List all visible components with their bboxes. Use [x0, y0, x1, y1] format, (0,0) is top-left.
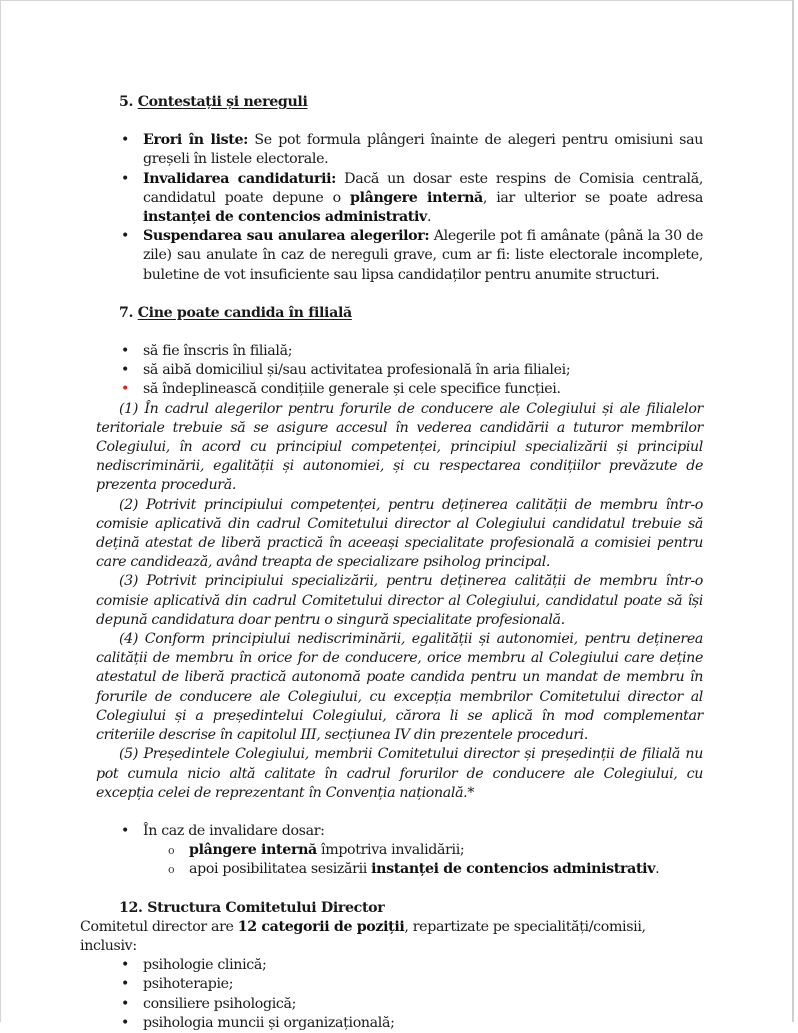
item-text: Alegerile pot fi amânate (până la 30 de zile) sau anulate în caz de nereguli grave, cum ar fi: liste electorale incomplete, buletine de vot insuficiente sau lipsa candidaților pentru anumite structuri. [143, 228, 703, 283]
intro-text: Comitetul director are [80, 918, 238, 935]
sub-list-item [96, 860, 703, 879]
bullet-icon: • [120, 995, 130, 1012]
sub-list-item [96, 841, 703, 860]
intro-text: , repartizate pe specialități/comisii, inclusiv: [80, 918, 646, 954]
document-content [80, 93, 704, 1033]
bullet-icon: • [120, 822, 130, 839]
list-item [96, 342, 703, 361]
list-item [96, 361, 703, 380]
item-label: Suspendarea sau anularea alegerilor: [143, 228, 430, 245]
item-text: psihologie clinică; [143, 957, 267, 974]
list-item [96, 1014, 703, 1033]
item-text: să îndeplinească condițiile generale și cele specifice funcției. [143, 381, 561, 398]
item-text: . [655, 861, 660, 878]
section-5-title: Contestații și nereguli [137, 94, 308, 110]
list-item [96, 822, 703, 841]
list-item [96, 170, 703, 228]
list-item [96, 227, 703, 285]
item-emphasis: plângere internă [189, 842, 317, 859]
item-text: să fie înscris în filială; [143, 343, 293, 360]
section-7-list [96, 342, 703, 400]
paragraph-1: (1) În cadrul alegerilor pentru forurile de conducere ale Colegiului și ale filialelor teritoriale trebuie să se asigure accesul în vederea candidării a tuturor membrilor Colegiului, în acord cu principiul competenței, principiul specializării și principiul nediscriminării, egalității și autonomiei, și cu respectarea condițiilor prevăzute de prezenta procedură. [96, 400, 703, 494]
item-emphasis: plângere internă [350, 189, 483, 206]
item-emphasis: instanței de contencios administrativ [371, 861, 656, 878]
item-text: , iar ulterior se poate adresa [482, 189, 703, 206]
section-5-heading [96, 93, 703, 112]
item-text: să aibă domiciliul și/sau activitatea profesională în aria filialei; [143, 362, 571, 379]
item-text: În caz de invalidare dosar: [143, 822, 325, 839]
intro-emphasis: 12 categorii de poziții [237, 918, 405, 935]
bullet-icon: • [120, 170, 130, 187]
section-7-number: 7. [119, 304, 134, 321]
list-item [96, 380, 703, 399]
item-text: apoi posibilitatea sesizării [189, 861, 372, 878]
circle-bullet-icon: o [168, 844, 175, 858]
item-label: Invalidarea candidaturii: [143, 170, 337, 187]
item-emphasis: instanței de contencios administrativ [143, 209, 427, 226]
list-item [96, 975, 703, 994]
list-item [96, 995, 703, 1014]
section-12-intro [80, 918, 703, 956]
section-12-list [96, 956, 703, 1033]
section-5-number: 5. [119, 94, 134, 110]
circle-bullet-icon: o [168, 863, 175, 877]
list-item [96, 956, 703, 975]
paragraph-4: (4) Conform principiului nediscriminării, egalității și autonomiei, pentru deținerea calității de membru în orice for de conducere, orice membru al Colegiului care deține atestatul de liberă practică autonomă poate candida pentru un mandat de membru în forurile de conducere ale Colegiului, cu excepția membrilor Comitetului director al Colegiului și a președintelui Colegiului, cărora li se aplică în mod complementar criteriile descrise în capitolul III, secțiunea IV din prezentele proceduri. [96, 631, 703, 744]
bullet-icon: • [120, 1014, 130, 1031]
item-text: . [426, 209, 432, 226]
bullet-icon: • [120, 362, 130, 379]
section-12-heading: 12. Structura Comitetului Director [119, 899, 385, 916]
item-label: Erori în liste: [143, 132, 249, 149]
section-5-list [96, 131, 703, 285]
paragraph-5: (5) Președintele Colegiului, membrii Comitetului director și președinții de filială nu pot cumula nicio altă calitate în cadrul forurilor de conducere ale Colegiului, cu excepția celei de reprezentant în Convenția națională.* [96, 746, 703, 801]
section-7-title: Cine poate candida în filială [137, 304, 352, 321]
paragraph-3: (3) Potrivit principiului specializării, pentru deținerea calității de membru într-o comisie aplicativă din cadrul Comitetului director al Colegiului, candidatul poate să își depună candidatura doar pentru o singură specialitate profesională. [96, 573, 703, 628]
bullet-icon: • [120, 957, 130, 974]
item-text: Dacă un dosar este respins de Comisia centrală, candidatul poate depune o [143, 170, 704, 206]
bullet-icon: • [120, 976, 130, 993]
section-12 [80, 899, 703, 1033]
bullet-icon: • [120, 228, 130, 245]
item-text: consiliere psihologică; [143, 995, 297, 1012]
list-item [96, 131, 703, 169]
red-bullet-icon: • [120, 381, 130, 398]
bullet-icon: • [120, 343, 130, 360]
paragraph-2: (2) Potrivit principiului competenței, pentru deținerea calității de membru într-o comisie aplicativă din cadrul Comitetului director al Colegiului candidatul trebuie să dețină atestat de liberă practică în aceeași specialitate profesională a comisiei pentru care candidează, având treapta de specializare psiholog principal. [96, 496, 703, 571]
item-text: psihologia muncii și organizațională; [143, 1014, 395, 1031]
invalidation-sublist [96, 841, 703, 879]
item-text: psihoterapie; [143, 976, 234, 993]
item-text: împotriva invalidării; [316, 842, 465, 859]
section-7-heading [96, 304, 703, 323]
invalidation-list [96, 822, 703, 841]
bullet-icon: • [120, 132, 130, 149]
item-text: Se pot formula plângeri înainte de alegeri pentru omisiuni sau greșeli în listele electorale. [143, 132, 703, 168]
